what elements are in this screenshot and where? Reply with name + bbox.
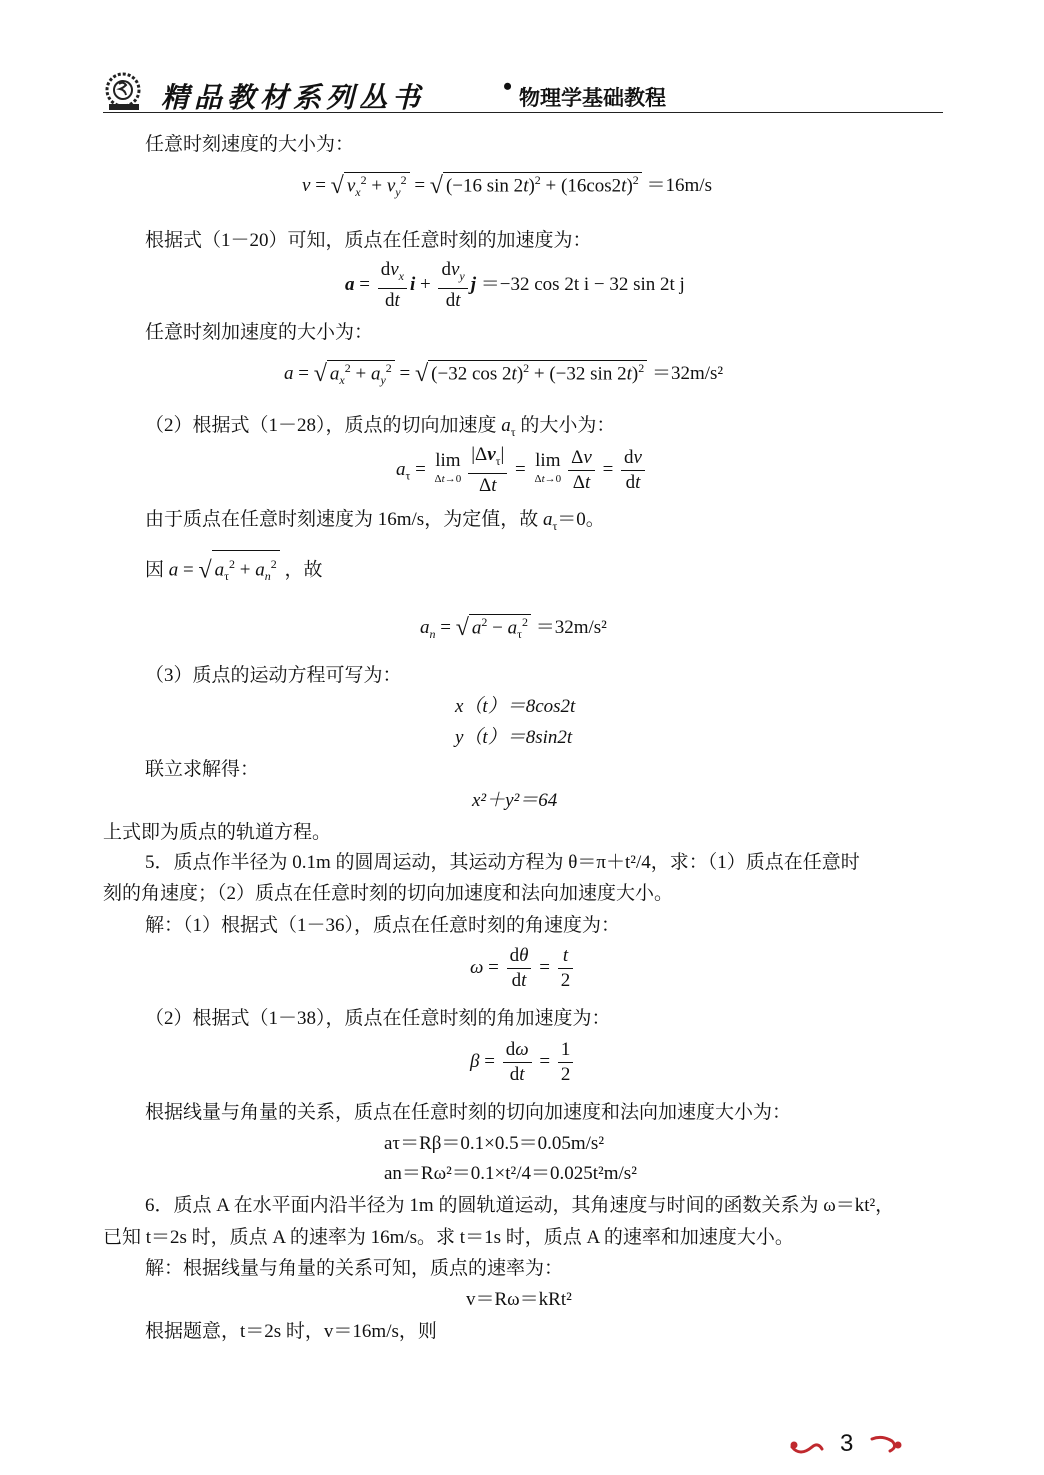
angular-velocity-equation: ω = $\frac{d\theta}{dt}$ = $\frac{t}{2}$ bbox=[470, 944, 576, 993]
text-line: 根据题意，t＝2s 时，v＝16m/s，则 bbox=[145, 1321, 437, 1342]
acceleration-vector-equation: a = $\frac{dv_x}{dt}$ i + $\frac{dv_y}{dt}$ j ＝−32 cos 2t i − 32 sin 2t j bbox=[345, 259, 685, 311]
normal-acceleration-equation: $a_n$ = √ $a^2 - a_\tau^2 =32m/s^2$ bbox=[420, 614, 607, 641]
text-line: 解：（1）根据式（1－36），质点在任意时刻的角速度为： bbox=[145, 915, 621, 936]
text-line: 因 a = √ $a_\tau^2 + a_n^2$ ，故 bbox=[145, 550, 322, 589]
text-line: 刻的角速度；（2）质点在任意时刻的切向加速度和法向加速度大小。 bbox=[103, 883, 674, 904]
page-number: 3 bbox=[840, 1430, 854, 1457]
equation-line: an＝Rω²＝0.1×t²/4＝0.025t²m/s² bbox=[384, 1163, 637, 1184]
angular-acceleration-equation: β = $\frac{d\omega}{dt}$ = $\frac{1}{2}$ bbox=[470, 1038, 576, 1087]
text-line: 解：根据线量与角量的关系可知，质点的速率为： bbox=[145, 1258, 564, 1279]
series-title: 精品教材系列丛书 bbox=[161, 81, 426, 114]
book-title: 物理学基础教程 bbox=[519, 86, 666, 110]
text-line: 根据线量与角量的关系，质点在任意时刻的切向加速度和法向加速度大小为： bbox=[145, 1102, 792, 1123]
acceleration-magnitude-equation: a = √ $a_x^2 + a_y^2$ = √ (−32 cos 2t)$^2$ + (−32 sin 2t)$^2$ ＝32m/s² bbox=[284, 360, 724, 387]
normal-acceleration-result: ＝32m/s² bbox=[535, 617, 607, 638]
text-line: 联立求解得： bbox=[145, 759, 260, 780]
text-line: （2）根据式（1－38），质点在任意时刻的角加速度为： bbox=[145, 1008, 611, 1029]
text-line: 6．质点 A 在水平面内沿半径为 1m 的圆轨道运动，其角速度与时间的函数关系为 ω＝kt²， bbox=[145, 1195, 895, 1216]
text-line: 任意时刻加速度的大小为： bbox=[145, 322, 374, 343]
acceleration-rhs: ＝−32 cos 2t i − 32 sin 2t j bbox=[480, 273, 685, 295]
page-header bbox=[103, 70, 943, 112]
text-line: 由于质点在任意时刻速度为 16m/s，为定值，故 $a_\tau=0$。 bbox=[145, 509, 605, 533]
text-line: 根据式（1－20）可知，质点在任意时刻的加速度为： bbox=[145, 230, 592, 251]
text-line: （3）质点的运动方程可写为： bbox=[145, 665, 402, 686]
equation-line: y（t）＝8sin2t bbox=[455, 727, 573, 748]
speed-result: ＝16m/s bbox=[646, 175, 712, 196]
speed-equation: v = √ $v_x^2 + v_y^2$ = √ (−16 $\sin 2t)^2 + (16\cos 2t)^2 =16m/s$ bbox=[302, 172, 712, 199]
tangential-acceleration-equation: $a_\tau$ = lim Δt→0 $\frac{|\Delta v_\tau|}{\Delta t}$ = lim Δt→0 $\frac{\Delta v}{\Delta t}$ = $\frac{dv}{dt}$ bbox=[396, 443, 648, 498]
equation-line: x²＋y²＝64 bbox=[472, 790, 558, 811]
text-line: 上式即为质点的轨道方程。 bbox=[103, 822, 332, 843]
equation-line: v＝Rω＝kRt² bbox=[466, 1289, 572, 1310]
publisher-logo-icon bbox=[103, 70, 149, 112]
header-separator: • bbox=[503, 72, 513, 101]
equation-line: x（t）＝8cos2t bbox=[455, 696, 576, 717]
text-line: 已知 t＝2s 时，质点 A 的速率为 16m/s。求 t＝1s 时，质点 A 的速率和加速度大小。 bbox=[103, 1227, 794, 1248]
text-line: 5．质点作半径为 0.1m 的圆周运动，其运动方程为 θ＝π＋t²/4，求：（1）质点在任意时 bbox=[145, 852, 860, 873]
text-line: 任意时刻速度的大小为： bbox=[145, 134, 355, 155]
acceleration-result: ＝32m/s² bbox=[651, 363, 724, 384]
text-line: （2）根据式（1－28），质点的切向加速度 $a_\tau$ 的大小为： bbox=[145, 415, 616, 439]
equation-line: aτ＝Rβ＝0.1×0.5＝0.05m/s² bbox=[384, 1133, 605, 1154]
header-rule bbox=[103, 112, 943, 113]
